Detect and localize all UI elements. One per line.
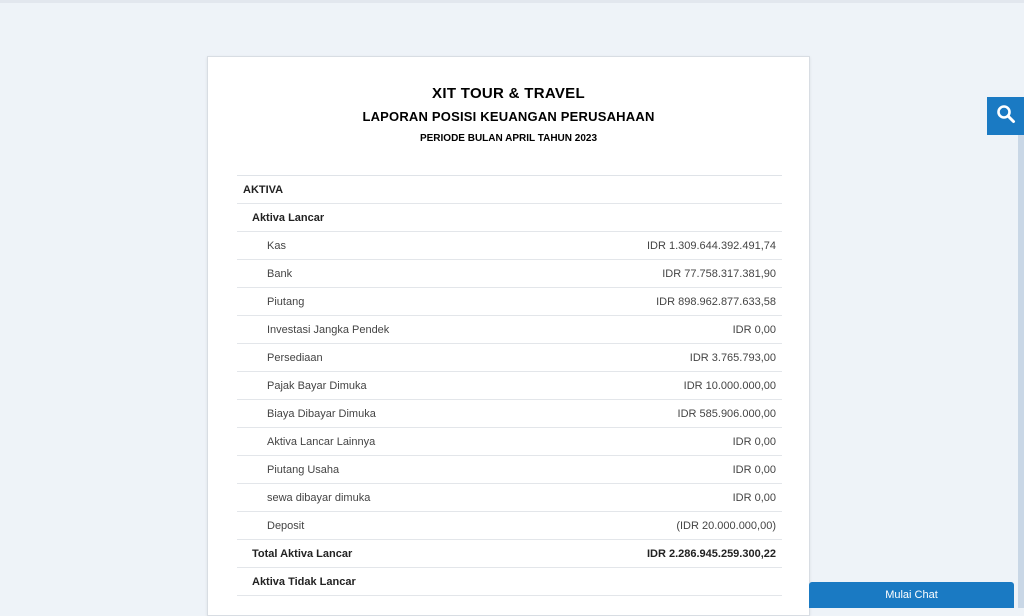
row-label: Piutang <box>267 295 305 308</box>
report-title: LAPORAN POSISI KEUANGAN PERUSAHAAN <box>362 109 655 124</box>
row-value: IDR 77.758.317.381,90 <box>662 267 776 280</box>
subsection-header-aktiva-lancar <box>237 204 782 232</box>
table-row <box>237 344 782 372</box>
row-label: Investasi Jangka Pendek <box>267 323 390 336</box>
row-label: sewa dibayar dimuka <box>267 491 371 504</box>
section-header-aktiva <box>237 176 782 204</box>
table-row <box>237 512 782 540</box>
table-row <box>237 288 782 316</box>
search-icon <box>996 104 1016 129</box>
row-label: Aktiva Tidak Lancar <box>252 575 356 588</box>
row-label: Aktiva Lancar Lainnya <box>267 435 376 448</box>
company-name: XIT TOUR & TRAVEL <box>432 85 585 102</box>
row-label: Deposit <box>267 519 305 532</box>
report-card <box>207 56 810 616</box>
total-row <box>237 540 782 568</box>
row-value: IDR 585.906.000,00 <box>677 407 776 420</box>
row-value: IDR 2.286.945.259.300,22 <box>646 547 776 560</box>
row-label: Piutang Usaha <box>267 463 340 476</box>
row-value: IDR 10.000.000,00 <box>683 379 776 392</box>
row-label: Total Aktiva Lancar <box>252 547 353 560</box>
row-label: Kas <box>267 239 286 252</box>
table-row <box>237 456 782 484</box>
row-value: IDR 0,00 <box>732 435 776 448</box>
row-value: IDR 0,00 <box>732 323 776 336</box>
row-value: IDR 0,00 <box>732 463 776 476</box>
row-value: IDR 1.309.644.392.491,74 <box>646 239 776 252</box>
table-row <box>237 400 782 428</box>
report-table <box>237 175 782 596</box>
search-button[interactable] <box>987 97 1024 135</box>
row-label: Biaya Dibayar Dimuka <box>267 407 376 420</box>
scroll-edge <box>1018 135 1024 608</box>
row-label: Pajak Bayar Dimuka <box>267 379 367 392</box>
start-chat-button[interactable]: Mulai Chat <box>809 582 1014 608</box>
row-label: Aktiva Lancar <box>252 211 325 224</box>
row-value: IDR 898.962.877.633,58 <box>656 295 776 308</box>
table-row <box>237 260 782 288</box>
row-value: (IDR 20.000.000,00) <box>676 519 776 532</box>
subsection-header-aktiva-tidak-lancar <box>237 568 782 596</box>
table-row <box>237 372 782 400</box>
table-row <box>237 484 782 512</box>
row-label: Bank <box>267 267 293 280</box>
table-row <box>237 316 782 344</box>
top-divider <box>0 0 1024 3</box>
table-row <box>237 232 782 260</box>
report-period: PERIODE BULAN APRIL TAHUN 2023 <box>419 133 598 144</box>
row-label: AKTIVA <box>243 183 284 196</box>
row-value: IDR 0,00 <box>732 491 776 504</box>
table-row <box>237 428 782 456</box>
row-label: Persediaan <box>267 351 323 364</box>
row-value: IDR 3.765.793,00 <box>689 351 776 364</box>
